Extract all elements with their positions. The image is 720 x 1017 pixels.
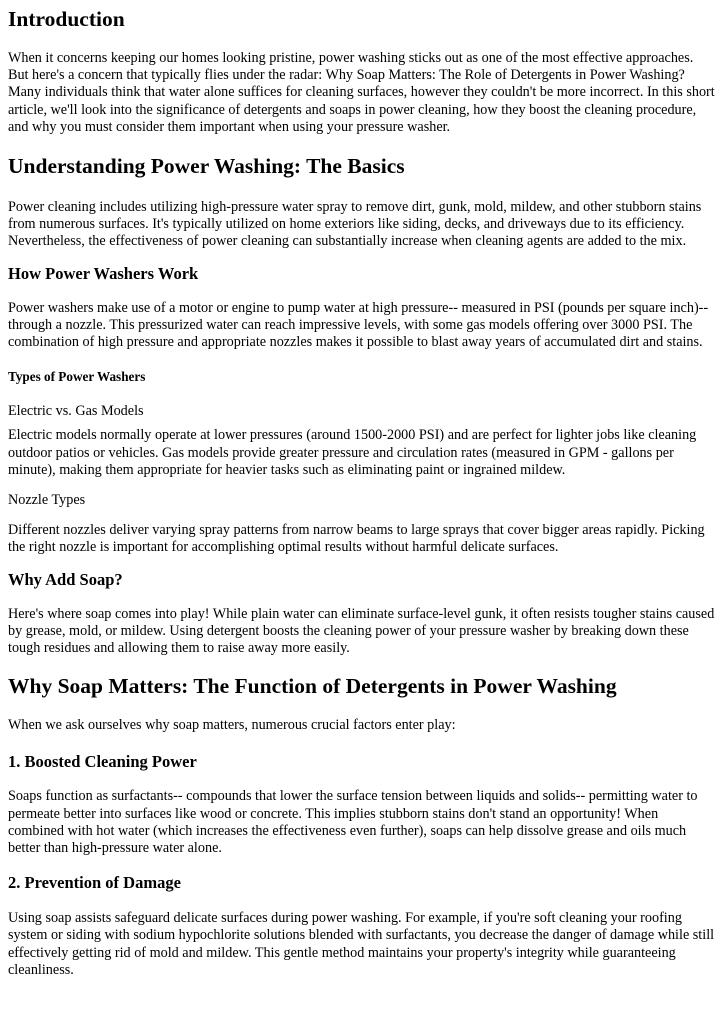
paragraph-introduction: When it concerns keeping our homes looking pristine, power washing sticks out as one of the most effective approaches. But here's a concern that typically flies under the radar: Why Soap Matters: The Role of Detergents in Power Washing? Many individuals think that water alone suffices for cleaning surfaces, however they couldn't be more incorrect. In this short article, we'll look into the significance of detergents and soaps in power cleaning, how they boost the cleaning procedure, and why you must consider them important when using your pressure washer. (8, 50, 715, 135)
paragraph-basics: Power cleaning includes utilizing high-pressure water spray to remove dirt, gunk, mold, mildew, and other stubborn stains from numerous surfaces. It's typically utilized on home exteriors like siding, decks, and driveways due to its efficiency. Nevertheless, the effectiveness of power cleaning can substantially increase when cleaning agents are added to the mix. (8, 199, 702, 250)
paragraph-why-soap-matters: When we ask ourselves why soap matters, numerous crucial factors enter play: (8, 717, 456, 734)
paragraph-electric-vs-gas: Electric models normally operate at lower pressures (around 1500-2000 PSI) and are perfect for lighter jobs like cleaning outdoor patios or vehicles. Gas models provide greater pressure and circulation rates (measured in GPM - gallons per minute), making them appropriate for heavier tasks such as eliminating paint or ingrained mildew. (8, 427, 697, 478)
heading-boosted-cleaning-power: 1. Boosted Cleaning Power (8, 752, 197, 772)
label-nozzle-types: Nozzle Types (8, 492, 86, 509)
paragraph-how-power-washers-work: Power washers make use of a motor or engine to pump water at high pressure-- measured in PSI (pounds per square inch)-- through a nozzle. This pressurized water can reach impressive levels, with some gas models offering over 3000 PSI. The combination of high pressure and appropriate nozzles makes it possible to blast away years of accumulated dirt and stains. (8, 299, 709, 351)
paragraph-boosted-cleaning-power: Soaps function as surfactants-- compounds that lower the surface tension between liquids and solids-- permitting water to permeate better into surfaces like wood or concrete. This implies stubborn stains don't stand an opportunity! When combined with hot water (which increases the effectiveness even further), soaps can help dissolve grease and oils much better than high-pressure water alone. (8, 788, 698, 857)
label-electric-vs-gas: Electric vs. Gas Models (8, 403, 144, 420)
heading-basics: Understanding Power Washing: The Basics (8, 154, 405, 179)
heading-how-power-washers-work: How Power Washers Work (8, 263, 199, 283)
heading-why-add-soap: Why Add Soap? (8, 569, 123, 589)
heading-types-of-power-washers: Types of Power Washers (8, 369, 146, 385)
paragraph-why-add-soap: Here's where soap comes into play! While plain water can eliminate surface-level gunk, it often resists tougher stains caused by grease, mold, or mildew. Using detergent boosts the cleaning power of your pressure washer by breaking down these tough residues and allowing them to raise away more easily. (8, 605, 715, 657)
heading-introduction: Introduction (8, 7, 125, 31)
heading-why-soap-matters: Why Soap Matters: The Function of Detergents in Power Washing (8, 674, 617, 699)
heading-prevention-of-damage: 2. Prevention of Damage (8, 873, 181, 893)
paragraph-prevention-of-damage: Using soap assists safeguard delicate surfaces during power washing. For example, if you're soft cleaning your roofing system or siding with sodium hypochlorite solutions blended with surfactants, you decrease the danger of damage while still effectively getting rid of mold and mildew. This gentle method maintains your property's integrity while guaranteeing cleanliness. (8, 910, 715, 978)
paragraph-nozzle-types: Different nozzles deliver varying spray patterns from narrow beams to large sprays that cover bigger areas rapidly. Picking the right nozzle is important for accomplishing optimal results without harmful delicate surfaces. (8, 522, 705, 556)
